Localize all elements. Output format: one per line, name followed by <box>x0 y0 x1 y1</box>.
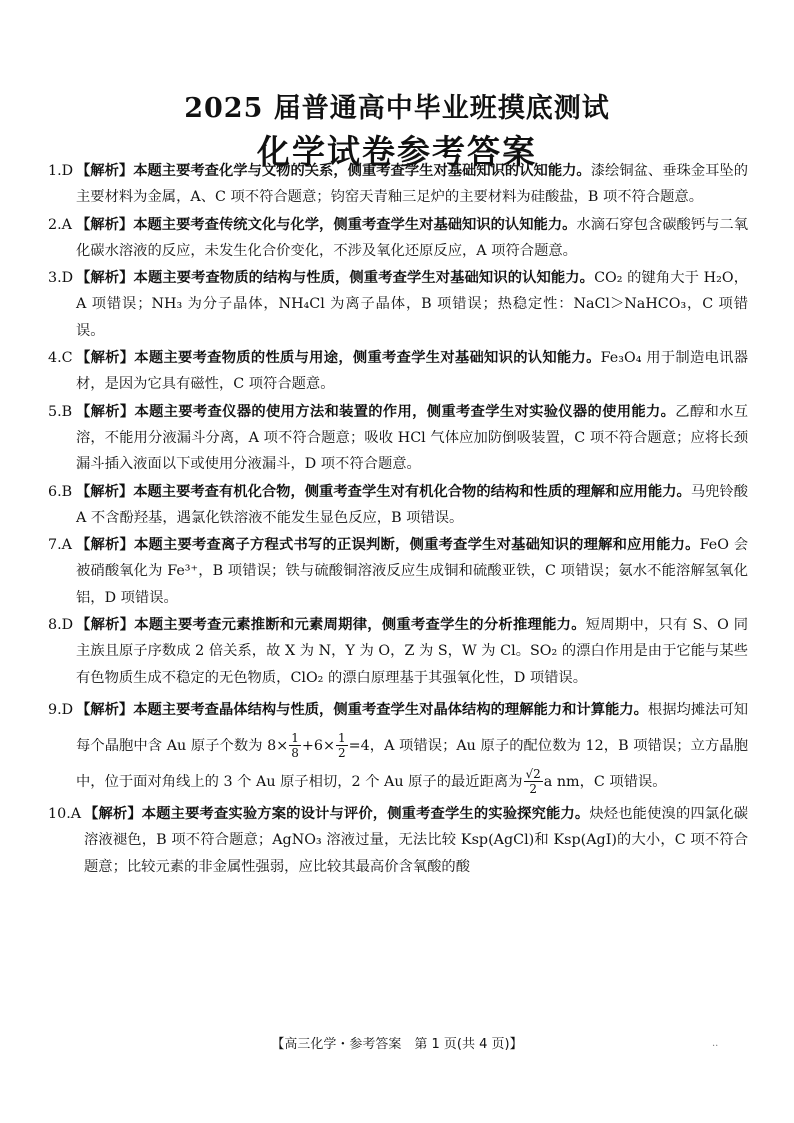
answer-number: 8.D <box>48 617 74 634</box>
fraction-denominator: 8 <box>291 746 299 761</box>
fraction-numerator: √2 <box>525 767 541 782</box>
analysis-text: =4，A 项错误；Au 原子的配位数为 12，B 项错误；立方晶胞中，位于面对角线上的 3 个 Au 原子相切，2 个 Au 原子的最近距离为 <box>76 737 748 790</box>
analysis-text: 水滴石穿包含碳酸钙与二氧化碳水溶液的反应，未发生化合价变化，不涉及氧化还原反应，A 项符合题意。 <box>76 216 749 259</box>
analysis-heading: 【解析】本题主要考查晶体结构与性质，侧重考查学生对晶体结构的理解能力和计算能力。 <box>76 701 648 718</box>
answer-item-8 <box>48 612 748 691</box>
answer-item-4 <box>48 345 748 398</box>
corner-mark: .. <box>712 1038 719 1049</box>
answer-number: 7.A <box>48 537 72 554</box>
answer-item-9 <box>48 692 748 800</box>
analysis-heading: 【解析】本题主要考查仪器的使用方法和装置的作用，侧重考查学生对实验仪器的使用能力。 <box>76 403 676 420</box>
answer-item-1 <box>48 158 748 211</box>
answer-list <box>48 158 748 881</box>
analysis-heading: 【解析】本题主要考查有机化合物，侧重考查学生对有机化合物的结构和性质的理解和应用能力。 <box>76 483 691 500</box>
fraction-numerator: 1 <box>337 731 346 746</box>
answer-number: 5.B <box>48 403 73 420</box>
analysis-heading: 【解析】本题主要考查物质的结构与性质，侧重考查学生对基础知识的认知能力。 <box>76 270 595 287</box>
analysis-heading: 【解析】本题主要考查实验方案的设计与评价，侧重考查学生的实验探究能力。 <box>84 805 590 822</box>
analysis-heading: 【解析】本题主要考查离子方程式书写的正误判断，侧重考查学生对基础知识的理解和应用能力。 <box>76 537 700 554</box>
answer-number: 6.B <box>48 483 73 500</box>
analysis-text: a nm，C 项错误。 <box>543 773 667 790</box>
answer-item-5 <box>48 399 748 478</box>
fraction-denominator: 2 <box>337 746 346 761</box>
analysis-text: Fe₃O₄ 用于制造电讯器材，是因为它具有磁性，C 项符合题意。 <box>76 350 748 393</box>
fraction <box>289 731 301 760</box>
fraction <box>524 767 543 796</box>
analysis-text: 短周期中，只有 S、O 同主族且原子序数成 2 倍关系，故 X 为 N，Y 为 O，Z 为 S，W 为 Cl。SO₂ 的漂白作用是由于它能与某些有色物质生成不稳定的无色物质，ClO₂ 的漂白原理基于其强氧化性，D 项错误。 <box>76 617 749 686</box>
answer-number: 4.C <box>48 350 73 367</box>
answer-item-7 <box>48 532 748 611</box>
answer-item-6 <box>48 479 748 532</box>
answer-number: 1.D <box>48 163 74 179</box>
analysis-text: 炔烃也能使溴的四氯化碳溶液褪色，B 项不符合题意；AgNO₃ 溶液过量，无法比较 Ksp(AgCl)和 Ksp(AgI)的大小，C 项不符合题意；比较元素的非金属性强弱，应比较其最高价含氧酸的酸 <box>84 805 749 875</box>
answer-number: 2.A <box>48 216 72 233</box>
analysis-heading: 【解析】本题主要考查元素推断和元素周期律，侧重考查学生的分析推理能力。 <box>76 617 586 634</box>
analysis-heading: 【解析】本题主要考查化学与文物的关系，侧重考查学生对基础知识的认知能力。 <box>76 163 591 179</box>
analysis-text: 根据均摊法可知每个晶胞中含 Au 原子个数为 8× <box>76 701 749 754</box>
answer-item-2 <box>48 212 748 265</box>
answer-item-3 <box>48 265 748 344</box>
answer-key-title: 化学试卷参考答案 <box>257 132 537 171</box>
analysis-text: CO₂ 的键角大于 H₂O，A 项错误；NH₃ 为分子晶体，NH₄Cl 为离子晶体，B 项错误；热稳定性：NaCl＞NaHCO₃，C 项错误。 <box>76 270 748 339</box>
analysis-text: 漆绘铜盆、垂珠金耳坠的主要材料为金属，A、C 项不符合题意；钧窑天青釉三足炉的主要材料为硅酸盐，B 项不符合题意。 <box>76 163 749 206</box>
exam-title: 2025 届普通高中毕业班摸底测试 <box>184 93 610 124</box>
analysis-text: 马兜铃酸 A 不含酚羟基，遇氯化铁溶液不能发生显色反应，B 项错误。 <box>76 483 749 526</box>
answer-item-10 <box>48 801 748 880</box>
answer-number: 10.A <box>48 805 82 822</box>
page-footer: 【高三化学・参考答案 第 1 页(共 4 页)】 <box>271 1037 523 1052</box>
analysis-heading: 【解析】本题主要考查传统文化与化学，侧重考查学生对基础知识的认知能力。 <box>76 216 577 233</box>
answer-number: 9.D <box>48 701 74 718</box>
analysis-text: 乙醇和水互溶，不能用分液漏斗分离，A 项不符合题意；吸收 HCl 气体应加防倒吸装置，C 项不符合题意；应将长颈漏斗插入液面以下或使用分液漏斗，D 项不符合题意。 <box>76 403 749 473</box>
answer-number: 3.D <box>48 270 74 287</box>
analysis-text: FeO 会被硝酸氧化为 Fe³⁺，B 项错误；铁与硫酸铜溶液反应生成铜和硫酸亚铁，C 项错误；氨水不能溶解氢氧化铝，D 项错误。 <box>76 537 748 606</box>
fraction-numerator: 1 <box>291 731 299 746</box>
fraction-denominator: 2 <box>529 782 537 797</box>
analysis-heading: 【解析】本题主要考查物质的性质与用途，侧重考查学生对基础知识的认知能力。 <box>76 350 601 367</box>
analysis-text: +6× <box>301 737 335 754</box>
fraction <box>336 731 348 760</box>
